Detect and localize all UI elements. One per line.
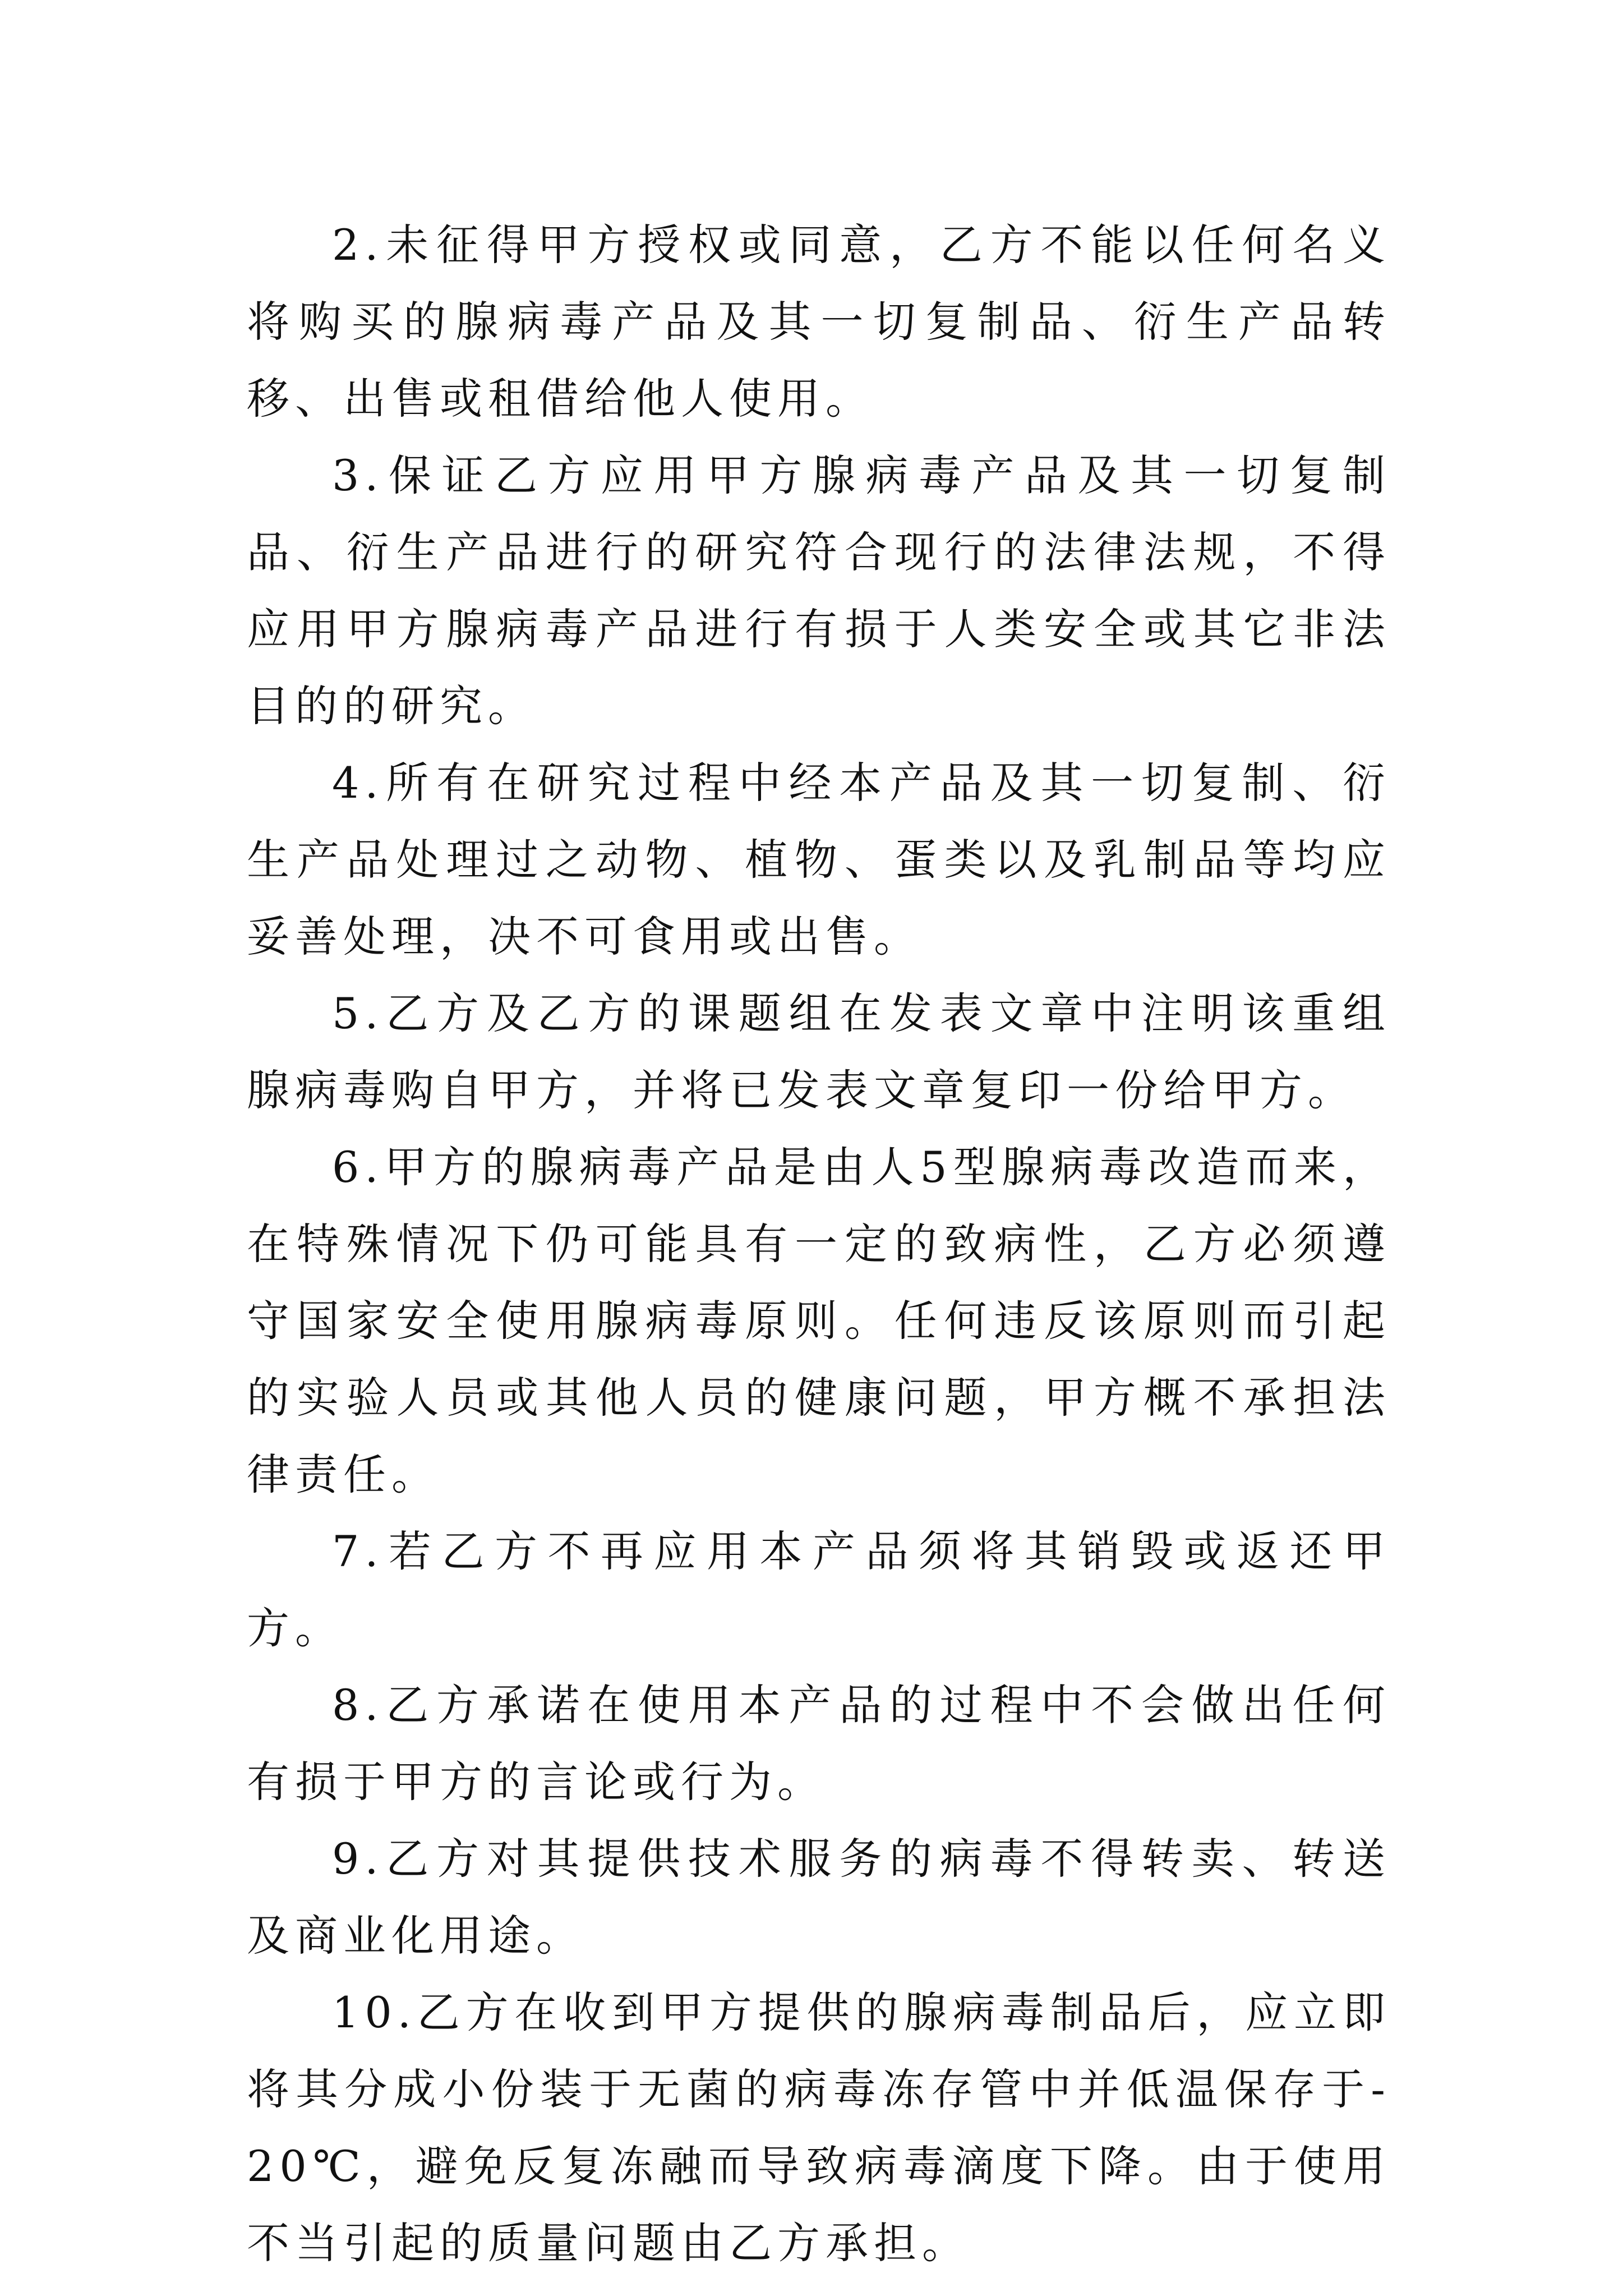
clause-9: 9.乙方对其提供技术服务的病毒不得转卖、转送及商业化用途。 (247, 1834, 1391, 1961)
clause-10: 10.乙方在收到甲方提供的腺病毒制品后，应立即将其分成小份装于无菌的病毒冻存管中并低温保存于-20℃，避免反复冻融而导致病毒滴度下降。由于使用不当引起的质量问题由乙方承担。 (247, 1987, 1391, 2268)
clause-8: 8.乙方承诺在使用本产品的过程中不会做出任何有损于甲方的言论或行为。 (247, 1680, 1391, 1807)
clause-3: 3.保证乙方应用甲方腺病毒产品及其一切复制品、衍生产品进行的研究符合现行的法律法规，不得应用甲方腺病毒产品进行有损于人类安全或其它非法目的的研究。 (247, 450, 1391, 731)
clause-7: 7.若乙方不再应用本产品须将其销毁或返还甲方。 (247, 1526, 1391, 1653)
clause-6: 6.甲方的腺病毒产品是由人5型腺病毒改造而来，在特殊情况下仍可能具有一定的致病性，乙方必须遵守国家安全使用腺病毒原则。任何违反该原则而引起的实验人员或其他人员的健康问题，甲方概不承担法律责任。 (247, 1142, 1391, 1499)
clause-5: 5.乙方及乙方的课题组在发表文章中注明该重组腺病毒购自甲方，并将已发表文章复印一份给甲方。 (247, 988, 1391, 1115)
clause-2: 2.未征得甲方授权或同意，乙方不能以任何名义将购买的腺病毒产品及其一切复制品、衍生产品转移、出售或租借给他人使用。 (247, 220, 1391, 424)
clause-4: 4.所有在研究过程中经本产品及其一切复制、衍生产品处理过之动物、植物、蛋类以及乳制品等均应妥善处理，决不可食用或出售。 (247, 758, 1391, 961)
document-body (247, 206, 1391, 2281)
